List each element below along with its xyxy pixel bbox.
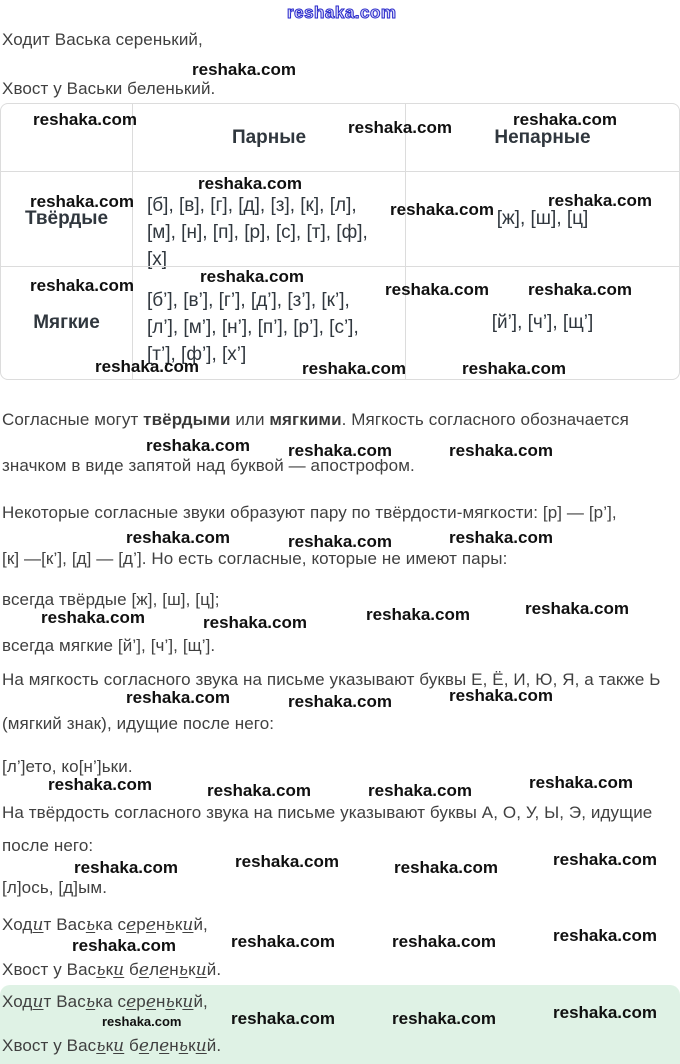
underlined-letter: ь: [178, 960, 189, 980]
plain-text: б: [124, 1036, 139, 1055]
underlined-letter: и: [195, 1036, 207, 1056]
text-line: [2, 915, 208, 935]
table-row-label-hard: Твёрдые: [1, 171, 132, 266]
text-line: [2, 549, 507, 569]
plain-text: р: [136, 915, 146, 934]
underlined-letter: е: [159, 960, 170, 980]
plain-text: т Вас: [43, 915, 86, 934]
watermark: reshaka.com: [449, 528, 553, 547]
plain-text: ка с: [95, 992, 127, 1011]
watermark: reshaka.com: [95, 357, 199, 376]
text-line: [2, 670, 661, 690]
watermark: reshaka.com: [394, 858, 498, 877]
watermark: reshaka.com: [449, 441, 553, 460]
watermark: reshaka.com: [126, 688, 230, 707]
underlined-letter: е: [159, 1036, 170, 1056]
watermark: reshaka.com: [348, 118, 452, 137]
watermark: reshaka.com: [548, 191, 652, 210]
plain-text: л: [149, 1036, 160, 1055]
table-cell-soft-unpaired: [й’], [ч’], [щ’]: [405, 266, 679, 379]
watermark: reshaka.com: [390, 200, 494, 219]
watermark: reshaka.com: [33, 110, 137, 129]
plain-text: На мягкость согласного звука на письме указывают буквы Е, Ё, И, Ю, Я, а также Ь: [2, 670, 661, 689]
underlined-letter: ь: [178, 1036, 189, 1056]
underlined-letter: ь: [85, 992, 96, 1012]
watermark: reshaka.com: [200, 267, 304, 286]
plain-text: значком в виде запятой над буквой — апострофом.: [2, 456, 415, 475]
underlined-letter: и: [182, 992, 194, 1012]
table-header-unpaired: Непарные: [405, 104, 679, 171]
plain-text: к: [105, 960, 114, 979]
underlined-letter: е: [126, 915, 137, 935]
consonants-table: [0, 103, 680, 380]
plain-text: (мягкий знак), идущие после него:: [2, 714, 275, 733]
underlined-letter: и: [113, 960, 125, 980]
text-line: [2, 714, 274, 734]
bold-text: твёрдыми: [143, 410, 231, 429]
watermark: reshaka.com: [368, 781, 472, 800]
plain-text: всегда твёрдые [ж], [ш], [ц];: [2, 590, 220, 609]
bold-text: мягкими: [269, 410, 342, 429]
text-line: [2, 410, 629, 430]
watermark: reshaka.com: [146, 436, 250, 455]
watermark: reshaka.com: [525, 599, 629, 618]
plain-text: к: [174, 992, 183, 1011]
plain-text: н: [155, 992, 166, 1011]
plain-text: или: [230, 410, 270, 429]
site-logo-watermark: reshaka.com: [287, 3, 397, 22]
text-line: [2, 878, 107, 898]
watermark: reshaka.com: [30, 192, 134, 211]
underlined-letter: ь: [85, 915, 96, 935]
text-line: [2, 30, 203, 50]
table-cell-hard-paired: [б], [в], [г], [д], [з], [к], [л], [м], [н], [п], [р], [с], [т], [ф], [х]: [132, 171, 405, 266]
text-line: [2, 1036, 221, 1056]
plain-text: к: [188, 960, 196, 979]
plain-text: н: [169, 960, 179, 979]
plain-text: Ход: [2, 992, 33, 1011]
watermark: reshaka.com: [553, 1003, 657, 1022]
watermark: reshaka.com: [553, 926, 657, 945]
plain-text: . Мягкость согласного обозначается: [341, 410, 629, 429]
plain-text: ка с: [95, 915, 127, 934]
plain-text: к: [105, 1036, 114, 1055]
watermark: reshaka.com: [553, 850, 657, 869]
underlined-letter: и: [32, 992, 44, 1012]
plain-text: Хвост у Вас: [2, 1036, 97, 1055]
underlined-letter: е: [138, 1036, 150, 1056]
table-cell-soft-paired: [б’], [в’], [г’], [д’], [з’], [к’], [л’], [м’], [н’], [п’], [р’], [с’], [т’], [ф’], [х’]: [132, 266, 405, 379]
plain-text: Ходит Васька серенький,: [2, 30, 203, 49]
underlined-letter: и: [182, 915, 194, 935]
plain-text: й,: [193, 992, 208, 1011]
watermark: reshaka.com: [385, 280, 489, 299]
plain-text: Ход: [2, 915, 33, 934]
watermark: reshaka.com: [235, 852, 339, 871]
watermark: reshaka.com: [41, 608, 145, 627]
underlined-letter: ь: [96, 960, 106, 980]
watermark: reshaka.com: [288, 441, 392, 460]
plain-text: т Вас: [43, 992, 86, 1011]
watermark: reshaka.com: [231, 932, 335, 951]
watermark: reshaka.com: [528, 280, 632, 299]
plain-text: после него:: [2, 836, 94, 855]
table-cell-hard-unpaired: [ж], [ш], [ц]: [405, 171, 679, 266]
text-line: [2, 803, 652, 823]
underlined-letter: и: [195, 960, 207, 980]
plain-text: Хвост у Васьки беленький.: [2, 79, 216, 98]
watermark: reshaka.com: [207, 781, 311, 800]
underlined-letter: е: [138, 960, 150, 980]
text-line: [2, 636, 215, 656]
plain-text: [л’]ето, ко[н’]ьки.: [2, 757, 133, 776]
plain-text: На твёрдость согласного звука на письме указывают буквы А, О, У, Ы, Э, идущие: [2, 803, 653, 822]
watermark: reshaka.com: [192, 60, 296, 79]
plain-text: й,: [193, 915, 208, 934]
plain-text: Согласные могут: [2, 410, 144, 429]
watermark: reshaka.com: [449, 686, 553, 705]
watermark: reshaka.com: [392, 932, 496, 951]
underlined-letter: ь: [165, 992, 175, 1012]
watermark: reshaka.com: [302, 359, 406, 378]
watermark: reshaka.com: [529, 773, 633, 792]
watermark: reshaka.com: [198, 174, 302, 193]
watermark: reshaka.com: [392, 1009, 496, 1028]
plain-text: всегда мягкие [й’], [ч’], [щ’].: [2, 636, 216, 655]
underlined-letter: и: [113, 1036, 125, 1056]
text-line: [2, 836, 93, 856]
plain-text: н: [155, 915, 166, 934]
table-header-paired: Парные: [132, 104, 405, 171]
watermark: reshaka.com: [72, 936, 176, 955]
text-line: [2, 503, 617, 523]
plain-text: л: [149, 960, 160, 979]
watermark: reshaka.com: [288, 692, 392, 711]
plain-text: к: [174, 915, 183, 934]
watermark: reshaka.com: [288, 532, 392, 551]
underlined-letter: е: [145, 915, 156, 935]
plain-text: н: [169, 1036, 179, 1055]
text-line: [2, 757, 133, 777]
plain-text: Хвост у Вас: [2, 960, 97, 979]
plain-text: й.: [206, 1036, 222, 1055]
plain-text: к: [188, 1036, 196, 1055]
plain-text: р: [136, 992, 146, 1011]
underlined-letter: и: [32, 915, 44, 935]
watermark: reshaka.com: [513, 110, 617, 129]
watermark: reshaka.com: [203, 613, 307, 632]
plain-text: Некоторые согласные звуки образуют пару по твёрдости-мягкости: [р] — [р’],: [2, 503, 617, 522]
watermark: reshaka.com: [48, 775, 152, 794]
table-row-label-soft: Мягкие: [1, 266, 132, 379]
watermark: reshaka.com: [74, 858, 178, 877]
watermark: reshaka.com: [231, 1009, 335, 1028]
plain-text: [л]ось, [д]ым.: [2, 878, 108, 897]
underlined-letter: е: [126, 992, 137, 1012]
plain-text: б: [124, 960, 139, 979]
watermark: reshaka.com: [462, 359, 566, 378]
watermark: reshaka.com: [30, 276, 134, 295]
plain-text: [к] —[к’], [д] — [д’]. Но есть согласные, которые не имеют пары:: [2, 549, 508, 568]
underlined-letter: ь: [165, 915, 175, 935]
watermark: reshaka.com: [126, 528, 230, 547]
watermark: reshaka.com: [366, 605, 470, 624]
underlined-letter: е: [145, 992, 156, 1012]
text-line: [2, 960, 221, 980]
watermark: reshaka.com: [102, 1014, 182, 1029]
text-line: [2, 79, 215, 99]
underlined-letter: ь: [96, 1036, 106, 1056]
text-line: [2, 992, 208, 1012]
text-line: [2, 590, 220, 610]
plain-text: й.: [206, 960, 222, 979]
